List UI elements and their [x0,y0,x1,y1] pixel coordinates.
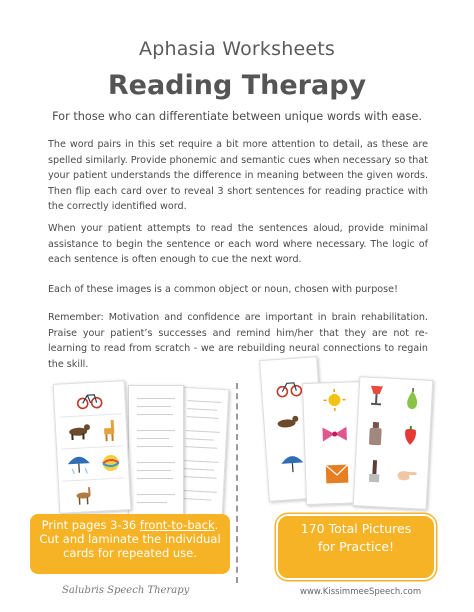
page-title: Reading Therapy [107,70,367,101]
print-pages-text: Print pages 3-36 [41,518,140,532]
print-instructions-badge [30,514,230,574]
ball-icon [101,454,120,473]
lamp-icon [367,384,386,407]
envelope-icon [324,461,351,486]
sun-icon [323,389,346,412]
website-url: www.KissimmeeSpeech.com [300,587,422,597]
picture-sheet [53,380,132,514]
bottle-icon [367,422,384,447]
bicycle-icon [276,378,303,398]
brush-icon [365,460,384,485]
umbrella-icon [279,450,307,476]
deer-icon [73,483,96,506]
pear-icon [403,387,422,410]
bicycle-icon [76,390,103,409]
front-to-back-text: front-to-back [139,518,215,532]
hand-icon [395,465,420,484]
picture-sheet-front [353,376,434,510]
paragraph-2: When your patient attempts to read the sentences aloud, provide minimal assistance to begin the sentence or each word where necessary. The logic of each sentence is often enough to cue the next word. [48,223,428,265]
paragraph-1: The word pairs in this set require a bit more attention to detail, as these are spelled similarly. Provide phonemic and semantic cues when necessary so that your patient understands the difference in meaning between the given words. Then flip each card over to reveal 3 short sentences for reading practice with the correctly identified word. [48,139,428,212]
print-instructions-line-2: Cut and laminate the individual [39,532,221,546]
print-instructions-line-1 [30,518,230,532]
dog-icon [66,421,93,442]
print-instructions-line-3: cards for repeated use. [63,546,197,560]
page-tagline: For those who can differentiate between unique words with ease. [52,110,422,123]
total-pictures-badge [276,514,436,580]
giraffe-icon [100,418,119,443]
period-text: . [214,518,219,532]
total-pictures-line-2: for Practice! [317,539,395,554]
sentence-sheet-front [128,385,184,515]
page-subtitle: Aphasia Worksheets [139,38,335,60]
section-divider [236,383,238,583]
umbrella-icon [65,451,92,476]
paragraph-3: Each of these images is a common object or noun, chosen with purpose! [48,284,398,295]
dog-icon [274,412,301,434]
total-pictures-line-1: 170 Total Pictures [300,521,412,536]
brand-signature: Salubris Speech Therapy [62,585,190,596]
pepper-icon [401,425,420,446]
bow-icon [320,425,349,444]
paragraph-4: Remember: Motivation and confidence are important in brain rehabilitation. Praise your patient’s successes and remind him/her that they are not re-learning to read from scratch - we are rebuilding neural connections to regain the skill. [48,312,428,370]
